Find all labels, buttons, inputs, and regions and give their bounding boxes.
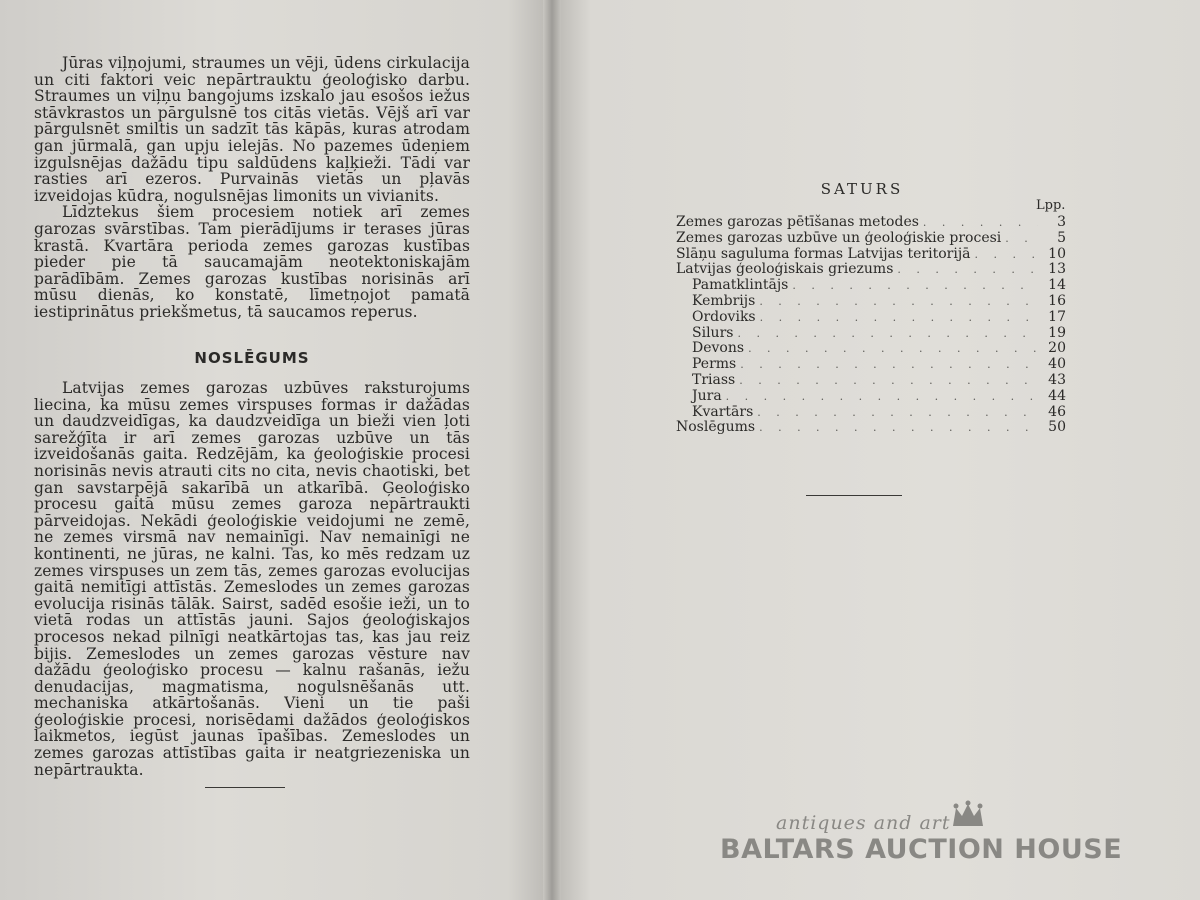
toc-leader-dots xyxy=(919,215,1038,231)
toc-entry-title: Latvijas ģeoloģiskais griezums xyxy=(676,261,894,278)
toc-entry-page: 17 xyxy=(1048,308,1066,325)
toc-entry xyxy=(676,262,1066,278)
toc-leader-dots xyxy=(744,341,1038,357)
toc-entry-page: 40 xyxy=(1048,356,1066,373)
left-page xyxy=(0,0,552,900)
toc-entry-page: 50 xyxy=(1048,419,1066,436)
toc-entry-page: 3 xyxy=(1057,214,1066,230)
toc-leader-dots xyxy=(733,326,1038,342)
toc-entry xyxy=(676,405,1066,421)
watermark-name: BALTARS AUCTION HOUSE xyxy=(720,834,1123,865)
toc-end-rule xyxy=(806,495,902,496)
toc-leader-dots xyxy=(755,294,1038,310)
toc-leader-dots xyxy=(893,262,1038,278)
watermark xyxy=(720,800,1123,880)
toc-entry-title: Noslēgums xyxy=(676,419,756,436)
toc-entry xyxy=(676,357,1066,373)
crown-icon xyxy=(950,800,986,830)
toc-entry-page: 43 xyxy=(1048,371,1066,388)
watermark-tagline: antiques and art xyxy=(776,812,951,834)
toc-leader-dots xyxy=(722,389,1038,405)
toc-entry-page: 16 xyxy=(1048,292,1066,309)
toc-entry-title: Zemes garozas pētīšanas metodes xyxy=(676,214,919,230)
toc-entry xyxy=(676,389,1066,405)
toc-entry xyxy=(676,294,1066,310)
toc-entry-page: 19 xyxy=(1048,324,1066,341)
toc-entry xyxy=(676,247,1066,263)
paragraph: Jūras viļņojumi, straumes un vēji, ūdens cirkulacija un citi faktori veic nepārtrauktu ģeoloģisko darbu. Straumes un viļņu bangojums izskalo jau esošos iežus stāvkrastos un pārgulsnē tos citās vietās. Vējš arī var pārgulsnēt smiltis un sadzīt tās kāpās, kuras atrodam gan jūrmalā, gan upju ielejās. No pazemes ūdeņiem izgulsnējas dažādu tipu saldūdens kaļķieži. Tādi var rasties arī ezeros. Purvainās vietās un pļavās izveidojas kūdra, nogulsnējas limonits un vivianits. xyxy=(34,54,470,205)
toc-title: SATURS xyxy=(820,180,904,198)
toc-page-label: Lpp. xyxy=(1036,198,1066,213)
toc-leader-dots xyxy=(756,310,1038,326)
book-gutter xyxy=(543,0,561,900)
toc-leader-dots xyxy=(755,420,1038,436)
toc-leader-dots xyxy=(735,373,1038,389)
toc-leader-dots xyxy=(736,357,1038,373)
intro-text xyxy=(34,55,470,321)
section-heading: NOSLĒGUMS xyxy=(194,349,310,367)
toc-leader-dots xyxy=(753,405,1038,421)
toc-entry xyxy=(676,215,1066,231)
toc-entry xyxy=(676,373,1066,389)
toc-entry-title: Slāņu saguluma formas Latvijas teritorijā xyxy=(676,245,971,262)
conclusion-text xyxy=(34,380,470,778)
toc-entry-page: 14 xyxy=(1048,277,1066,294)
toc-entry xyxy=(676,310,1066,326)
table-of-contents xyxy=(676,215,1066,436)
toc-entry xyxy=(676,420,1066,436)
toc-entry xyxy=(676,231,1066,247)
paragraph: Latvijas zemes garozas uzbūves raksturojums liecina, ka mūsu zemes virspuses formas ir dažādas un daudzveidīgas, ka daudzveidīga un bieži vien ļoti sarežģīta ir arī zemes garozas uzbūve un tās izveidošanās gaita. Redzējām, ka ģeoloģiskie procesi norisinās nevis atrauti cits no cita, nevis chaotiski, bet gan savstarpējā sakarībā un atkarībā. Ģeoloģisko procesu gaitā mūsu zemes garoza nepārtraukti pārveidojas. Nekādi ģeoloģiskie veidojumi ne zemē, ne zemes virsmā nav nemainīgi. Nav nemainīgi ne kontinenti, ne jūras, ne kalni. Tas, ko mēs redzam uz zemes virspuses un zem tās, zemes garozas evolucijas gaitā nemitīgi attīstās. Zemeslodes un zemes garozas evolucija risinās tālāk. Sairst, sadēd esošie ieži, un to vietā rodas un attīstās jauni. Sajos ģeoloģiskajos procesos nekad pilnīgi neatkārtojas tas, kas jau reiz bijis. Zemeslodes un zemes garozas vēsture nav dažādu ģeoloģisko procesu — kalnu rašanās, iežu denudacijas, magmatisma, nogulsnēšanās utt. mechaniska atkārtošanās. Vieni un tie paši ģeoloģiskie procesi, norisēdami dažādos ģeoloģiskos laikmetos, iegūst jaunas īpašības. Zemeslodes un zemes garozas attīstības gaita ir neatgriezeniska un nepārtraukta. xyxy=(34,379,470,779)
toc-entry-title: Ordoviks xyxy=(692,308,756,325)
toc-entry-page: 20 xyxy=(1048,340,1066,357)
toc-entry-page: 46 xyxy=(1048,403,1066,420)
toc-entry-title: Zemes garozas uzbūve un ģeoloģiskie procesi xyxy=(676,229,1002,246)
toc-leader-dots xyxy=(788,278,1038,294)
toc-entry-title: Jura xyxy=(692,387,722,404)
toc-entry-page: 44 xyxy=(1048,387,1066,404)
paragraph: Līdztekus šiem procesiem notiek arī zemes garozas svārstības. Tam pierādījums ir terases jūras krastā. Kvartāra perioda zemes garozas kustības pieder pie tā saucamajām neotektoniskajām parādībām. Zemes garozas kustības norisinās arī mūsu dienās, ko konstatē, līmetņojot pamatā iestiprinātus priekšmetus, tā saucamos reperus. xyxy=(34,203,470,321)
toc-entry xyxy=(676,341,1066,357)
toc-entry-title: Perms xyxy=(692,356,737,373)
toc-entry xyxy=(676,278,1066,294)
toc-entry-title: Kembrijs xyxy=(692,292,756,309)
right-page xyxy=(552,0,1200,900)
toc-entry-title: Silurs xyxy=(692,324,734,341)
toc-leader-dots xyxy=(1001,231,1038,247)
toc-entry-page: 5 xyxy=(1057,229,1066,246)
end-rule xyxy=(205,787,285,788)
toc-entry-page: 13 xyxy=(1048,261,1066,278)
toc-leader-dots xyxy=(971,247,1038,263)
toc-entry-title: Pamatklintājs xyxy=(692,277,789,294)
toc-entry-title: Devons xyxy=(692,340,745,357)
toc-entry xyxy=(676,326,1066,342)
toc-entry-page: 10 xyxy=(1048,245,1066,262)
toc-entry-title: Kvartārs xyxy=(692,403,754,420)
toc-entry-title: Triass xyxy=(692,371,736,388)
